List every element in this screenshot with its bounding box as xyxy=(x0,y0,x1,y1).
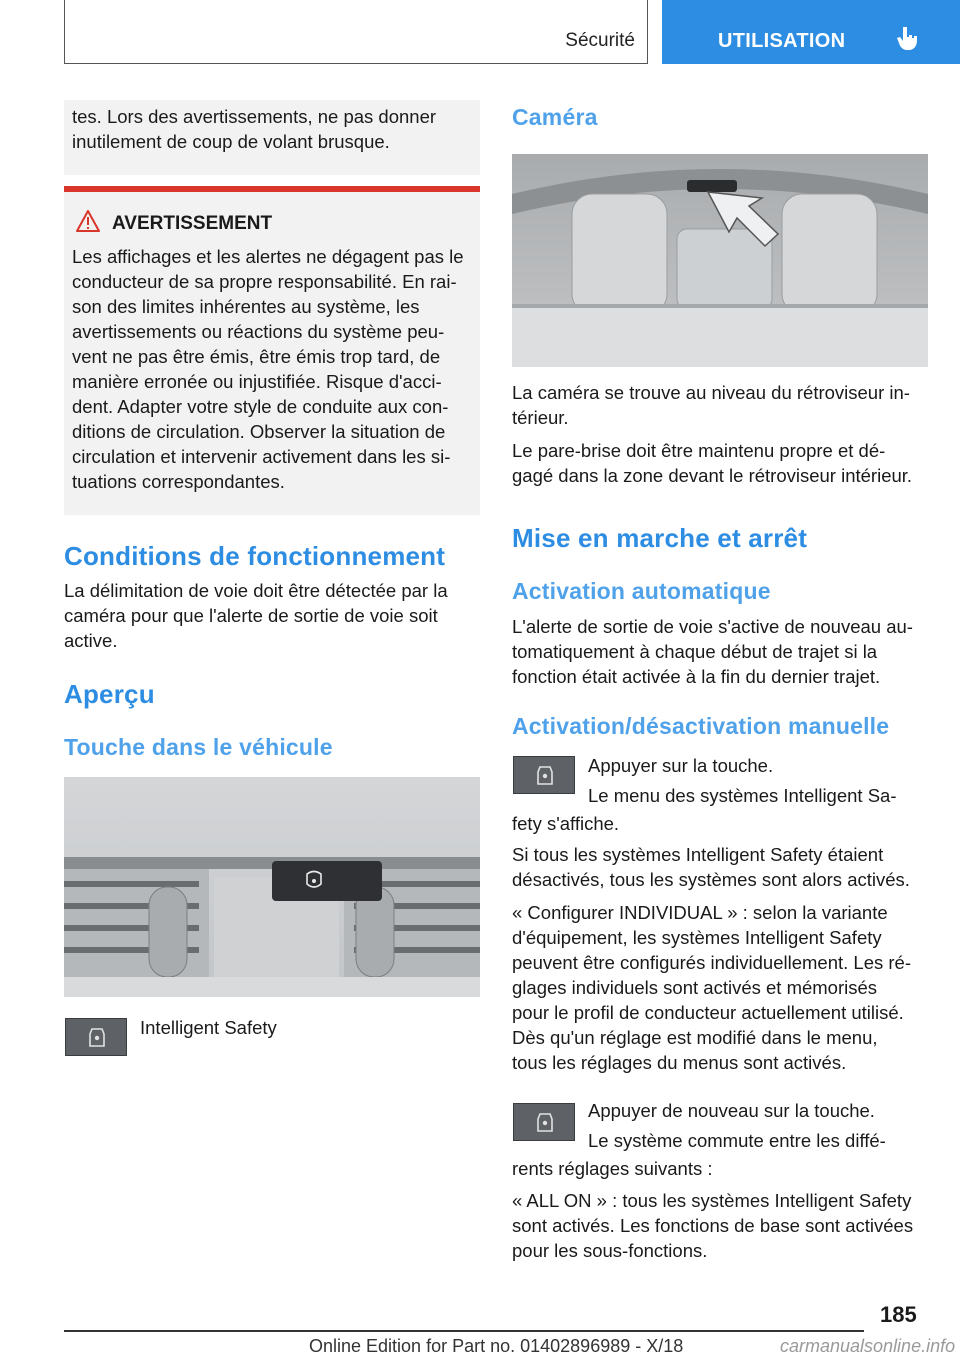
text-line: fonction était activée à la fin du dernier trajet. xyxy=(512,666,881,687)
text-line: Le pare-brise doit être maintenu propre et dé- xyxy=(512,440,886,461)
watermark: carmanualsonline.info xyxy=(780,1336,956,1356)
manual-text xyxy=(512,811,911,1075)
car-shield-icon xyxy=(535,765,555,787)
intelligent-safety-button-icon xyxy=(513,756,575,794)
warning-text xyxy=(72,244,476,494)
dashboard-photo xyxy=(64,777,480,997)
text-line: Dès qu'un réglage est modifié dans le menu, xyxy=(512,1027,878,1048)
text-line: La caméra se trouve au niveau du rétroviseur in- xyxy=(512,382,910,403)
text-line: inutilement de coup de volant brusque. xyxy=(72,131,390,152)
warning-title: AVERTISSEMENT xyxy=(112,213,273,234)
heading-mise-en-marche: Mise en marche et arrêt xyxy=(512,523,808,553)
text-line: d'équipement, les systèmes Intelligent Safety xyxy=(512,927,882,948)
heading-activation-auto: Activation automatique xyxy=(512,578,771,604)
text-line: sont activés. Les fonctions de base sont activées xyxy=(512,1215,914,1236)
text-line: ditions de circulation. Observer la situation de xyxy=(72,421,446,442)
text-line: conducteur de sa propre responsabilité. En rai- xyxy=(72,271,457,292)
text-line: tes. Lors des avertissements, ne pas donner xyxy=(72,106,437,127)
camera-text xyxy=(512,380,912,488)
heading-activation-manuelle: Activation/désactivation manuelle xyxy=(512,713,890,739)
footer-rule xyxy=(64,1330,864,1332)
text-line: Si tous les systèmes Intelligent Safety étaient xyxy=(512,844,884,865)
text-line: fety s'affiche. xyxy=(512,813,620,834)
text-line: peuvent être configurés individuellement. Les ré- xyxy=(512,952,912,973)
text-line: désactivés, tous les systèmes sont alors activés. xyxy=(512,869,910,890)
heading-conditions: Conditions de fonctionnement xyxy=(64,541,446,571)
pointing-hand-icon xyxy=(894,24,924,54)
heading-apercu: Aperçu xyxy=(64,679,155,709)
text-line: glages individuels sont activés et mémorisés xyxy=(512,977,878,998)
text-line: son des limites inhérentes au système, les xyxy=(72,296,420,317)
header-section-box xyxy=(64,0,648,64)
text-line: rents réglages suivants : xyxy=(512,1158,713,1179)
camera-photo xyxy=(512,154,928,367)
text-line: circulation et intervenir activement dans les si- xyxy=(72,446,451,467)
page-number: 185 xyxy=(880,1302,917,1327)
conditions-text xyxy=(64,578,448,653)
heading-camera: Caméra xyxy=(512,104,598,130)
text-line: « ALL ON » : tous les systèmes Intelligent Safety xyxy=(512,1190,912,1211)
text-line: Le menu des systèmes Intelligent Sa- xyxy=(588,785,897,806)
intelligent-safety-button-icon xyxy=(65,1018,127,1056)
text-line: « Configurer INDIVIDUAL » : selon la variante xyxy=(512,902,888,923)
text-line: Les affichages et les alertes ne dégagent pas le xyxy=(72,246,464,267)
text-line: Appuyer de nouveau sur la touche. xyxy=(588,1100,875,1121)
text-line: caméra pour que l'alerte de sortie de voie soit xyxy=(64,605,438,626)
auto-text xyxy=(512,614,913,689)
header-section-title: Sécurité xyxy=(565,30,635,51)
text-line: gagé dans la zone devant le rétroviseur intérieur. xyxy=(512,465,913,486)
text-line: pour les sous-fonctions. xyxy=(512,1240,708,1261)
text-line: active. xyxy=(64,630,118,651)
text-line: L'alerte de sortie de voie s'active de nouveau au- xyxy=(512,616,913,637)
intro-text xyxy=(72,104,436,154)
text-line: térieur. xyxy=(512,407,569,428)
car-shield-icon xyxy=(535,1112,555,1134)
text-line: tuations correspondantes. xyxy=(72,471,285,492)
text-line: Appuyer sur la touche. xyxy=(588,755,774,776)
text-line: Le système commute entre les diffé- xyxy=(588,1130,886,1151)
text-line: tous les réglages du menus sont activés. xyxy=(512,1052,847,1073)
header-chapter-tab[interactable] xyxy=(662,0,960,64)
text-line: tomatiquement à chaque début de trajet si la xyxy=(512,641,878,662)
warning-triangle-icon xyxy=(76,210,100,232)
text-line: pour le profil de conducteur actuellement utilisé. xyxy=(512,1002,904,1023)
header-chapter-label: UTILISATION xyxy=(718,30,846,52)
intelligent-safety-button-icon xyxy=(513,1103,575,1141)
manual-step2 xyxy=(588,1098,886,1153)
text-line: La délimitation de voie doit être détectée par la xyxy=(64,580,448,601)
text-line: vent ne pas être émis, être émis trop tard, de xyxy=(72,346,441,367)
heading-touche: Touche dans le véhicule xyxy=(64,734,333,760)
text-line: dent. Adapter votre style de conduite aux con- xyxy=(72,396,449,417)
footer-edition: Online Edition for Part no. 01402896989 - X/18 xyxy=(309,1336,684,1356)
car-shield-icon xyxy=(87,1027,107,1049)
manual-step1 xyxy=(588,753,897,808)
text-line: manière erronée ou injustifiée. Risque d'acci- xyxy=(72,371,442,392)
text-line: avertissements ou réactions du système peu- xyxy=(72,321,445,342)
button-label-intelligent-safety: Intelligent Safety xyxy=(140,1017,277,1038)
manual-text-2 xyxy=(512,1156,913,1263)
